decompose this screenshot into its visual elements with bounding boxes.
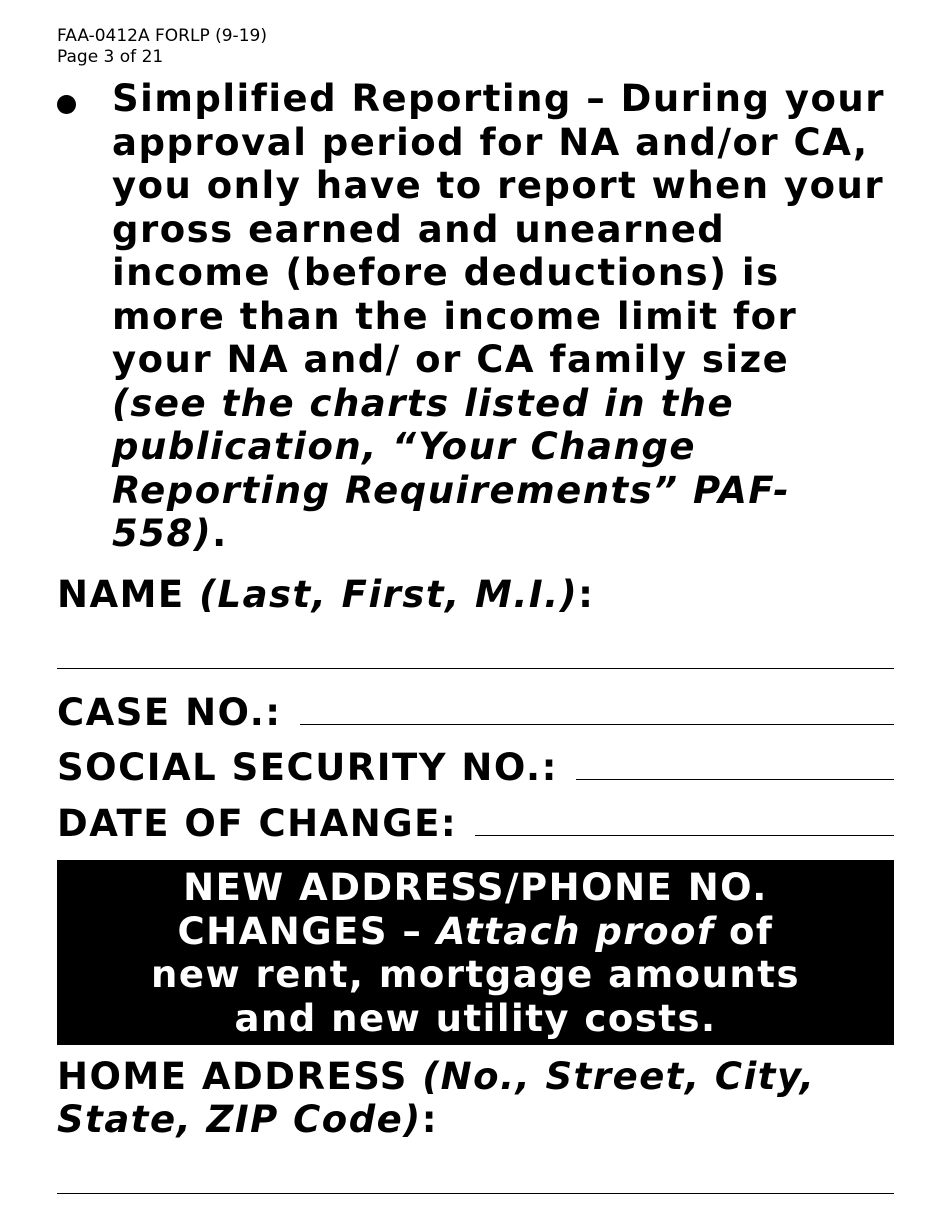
name-colon: : <box>578 573 595 616</box>
form-id: FAA-0412A FORLP (9-19) <box>57 26 267 46</box>
name-label-text: NAME <box>57 573 200 616</box>
simplified-reporting-bold: Simplified Reporting – During your approval period for NA and/or CA, you only have to report when your gross earned and unearned income (before deductions) is more than the income limit for your NA and/ or CA family size <box>112 77 885 381</box>
name-input-line[interactable] <box>57 668 894 669</box>
bullet-icon <box>57 95 76 114</box>
date-of-change-field <box>57 797 894 845</box>
banner-line-2-start: CHANGES – <box>177 909 437 953</box>
simplified-reporting-end: . <box>212 512 228 555</box>
ssn-label: SOCIAL SECURITY NO.: <box>57 746 558 789</box>
ssn-field <box>57 741 894 789</box>
simplified-reporting-italic: (see the charts listed in the publication, “Your Change Reporting Requirements” PAF-558) <box>112 381 791 555</box>
form-header <box>57 26 267 68</box>
home-address-label <box>57 1055 897 1141</box>
home-address-label-text: HOME ADDRESS <box>57 1055 423 1098</box>
banner-line-3: new rent, mortgage amounts <box>151 953 800 996</box>
case-no-label: CASE NO.: <box>57 691 282 734</box>
banner-attach-proof: Attach proof <box>436 909 715 953</box>
name-hint: (Last, First, M.I.) <box>199 573 579 616</box>
home-address-input-line[interactable] <box>57 1193 894 1194</box>
banner-line-2 <box>57 910 894 954</box>
case-no-field <box>57 686 894 734</box>
date-of-change-label: DATE OF CHANGE: <box>57 802 458 845</box>
home-address-hint: (No., Street, City, State, ZIP Code) <box>57 1055 816 1141</box>
date-of-change-input-line[interactable] <box>475 835 894 836</box>
banner-line-2-end: of <box>714 909 774 953</box>
case-no-input-line[interactable] <box>300 724 894 725</box>
simplified-reporting-bullet <box>57 77 897 556</box>
banner-line-1: NEW ADDRESS/PHONE NO. <box>183 866 768 909</box>
ssn-input-line[interactable] <box>576 779 894 780</box>
simplified-reporting-text <box>112 77 897 556</box>
banner-line-4: and new utility costs. <box>234 996 717 1040</box>
new-address-banner <box>57 860 894 1045</box>
name-label <box>57 573 594 616</box>
home-address-colon: : <box>421 1098 438 1141</box>
page-number: Page 3 of 21 <box>57 47 164 67</box>
